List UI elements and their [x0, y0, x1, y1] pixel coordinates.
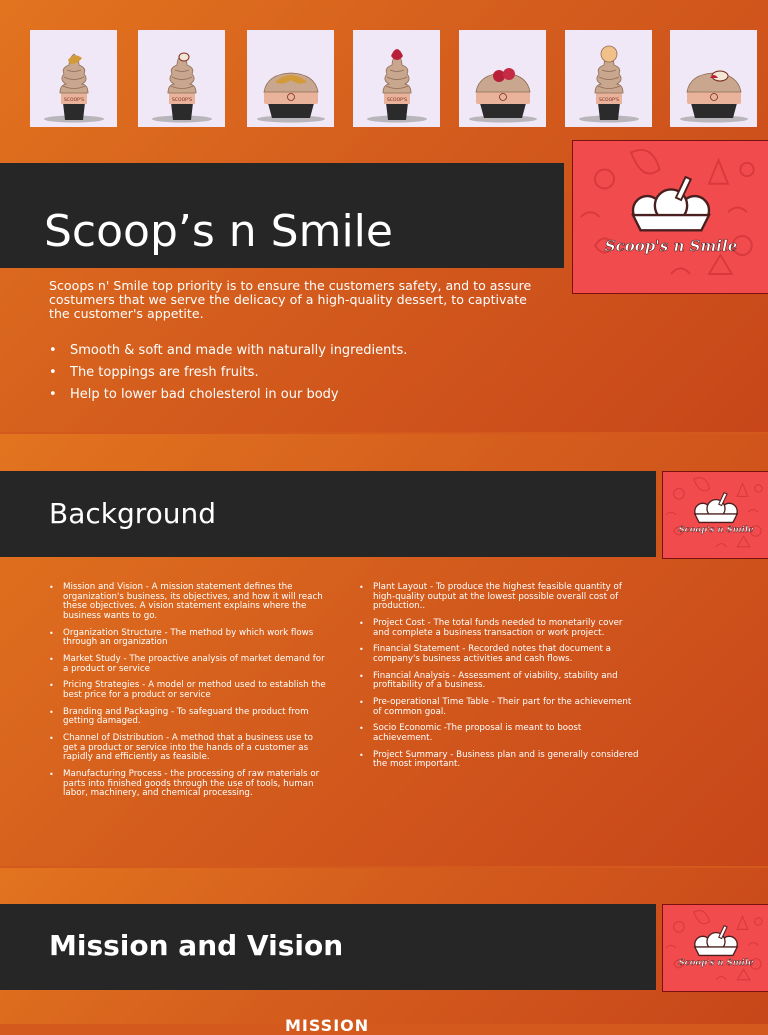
list-item: • Financial Statement - Recorded notes that document a company's business activities and cash flows. — [359, 645, 639, 664]
list-item: • Pre-operational Time Table - Their part for the achievement of common goal. — [359, 698, 639, 717]
list-item: • Manufacturing Process - the processing of raw materials or parts into finished goods through the use of tools, human labor, machinery, and chemical processing. — [49, 770, 329, 799]
list-item: • Socio Economic -The proposal is meant to boost achievement. — [359, 724, 639, 743]
list-item: • Smooth & soft and made with naturally ingredients. — [49, 342, 549, 364]
list-item: • Financial Analysis - Assessment of viability, stability and profitability of a business. — [359, 672, 639, 691]
list-item: • Channel of Distribution - A method that a business use to get a product or service into the hands of a customer as rapidly and efficiently as feasible. — [49, 734, 329, 763]
almond-sundae-cup-icon — [670, 30, 757, 127]
product-thumb — [353, 30, 440, 127]
swirl-cone-scoop-icon — [565, 30, 652, 127]
product-thumb — [565, 30, 652, 127]
mission-heading: MISSION — [285, 1016, 370, 1035]
feature-list — [49, 342, 549, 408]
intro-paragraph: Scoops n' Smile top priority is to ensure the customers safety, and to assure costumers that we serve the delicacy of a high-quality dessert, to captivate the customer's appetite. — [49, 278, 532, 321]
ice-cream-logo-icon — [663, 905, 768, 991]
logo-text: Scoop's n Smile — [678, 525, 754, 535]
product-thumb — [138, 30, 225, 127]
caramel-sundae-cup-icon — [247, 30, 334, 127]
list-item: • Branding and Packaging - To safeguard the product from getting damaged. — [49, 708, 329, 727]
swirl-cone-almond-icon — [138, 30, 225, 127]
strawberry-sundae-cup-icon — [459, 30, 546, 127]
list-item: • Mission and Vision - A mission statement defines the organization's business, its objectives, and how it will reach these objectives. A vision statement explains where the business wants to go. — [49, 583, 329, 621]
brand-logo — [662, 471, 768, 559]
swirl-cone-caramel-icon — [30, 30, 117, 127]
background-list-left — [49, 583, 329, 806]
slide-title: Background — [49, 497, 217, 530]
brand-logo — [572, 140, 768, 294]
ice-cream-logo-icon — [573, 141, 768, 293]
list-item: • Market Study - The proactive analysis of market demand for a product or service — [49, 655, 329, 674]
logo-text: Scoop's n Smile — [604, 237, 738, 255]
list-item: • Project Cost - The total funds needed to monetarily cover and complete a business transaction or work project. — [359, 619, 639, 638]
list-item: • The toppings are fresh fruits. — [49, 364, 549, 386]
list-item: • Pricing Strategies - A model or method used to establish the best price for a product or service — [49, 681, 329, 700]
product-thumb — [670, 30, 757, 127]
slide-title: Scoop’s n Smile — [44, 206, 393, 257]
product-thumb — [459, 30, 546, 127]
list-item: • Help to lower bad cholesterol in our body — [49, 386, 549, 408]
list-item: • Project Summary - Business plan and is generally considered the most important. — [359, 751, 639, 770]
slide-intro — [0, 0, 768, 432]
ice-cream-logo-icon — [663, 472, 768, 558]
list-item: • Organization Structure - The method by which work flows through an organization — [49, 629, 329, 648]
swirl-cone-strawberry-icon — [353, 30, 440, 127]
product-thumb — [30, 30, 117, 127]
background-list-right — [359, 583, 639, 777]
slide-title: Mission and Vision — [49, 929, 344, 962]
list-item: • Plant Layout - To produce the highest feasible quantity of high-quality output at the lowest possible overall cost of production.. — [359, 583, 639, 612]
logo-text: Scoop's n Smile — [678, 958, 754, 968]
brand-logo — [662, 904, 768, 992]
product-thumb — [247, 30, 334, 127]
